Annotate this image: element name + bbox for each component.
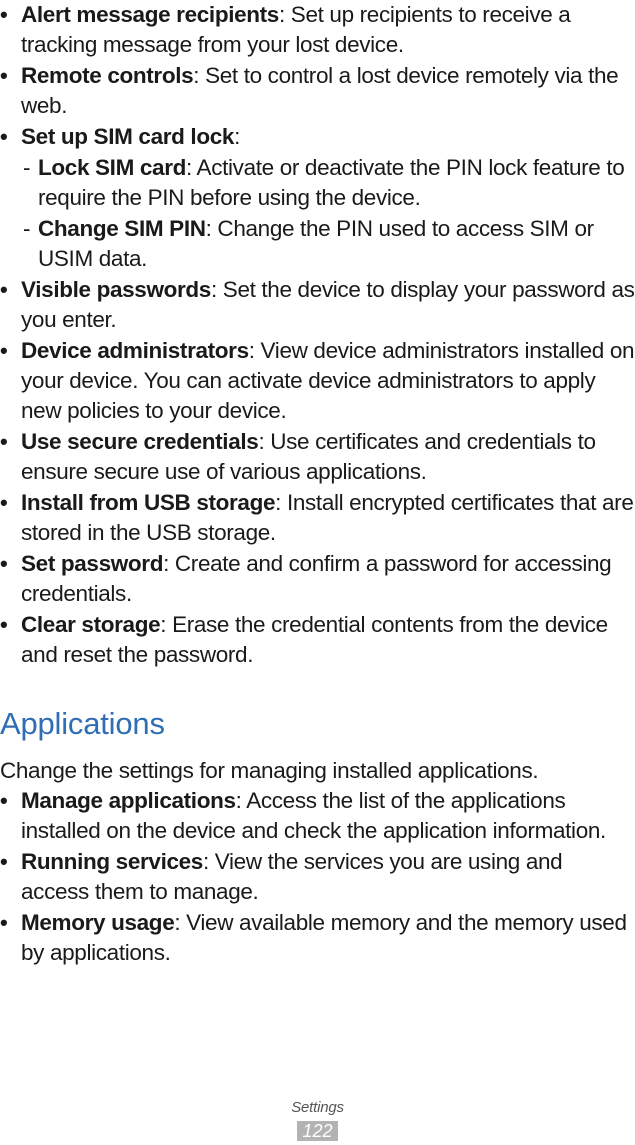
item-desc: : Create and confirm a password for accessing credentials. (21, 551, 612, 606)
item-desc: : Set up recipients to receive a tracking message from your lost device. (21, 2, 571, 57)
list-item (0, 61, 635, 121)
item-desc: : Set to control a lost device remotely via the web. (21, 63, 619, 118)
item-desc: : Activate or deactivate the PIN lock feature to require the PIN before using the device. (38, 155, 625, 210)
list-item (0, 336, 635, 426)
item-desc: : Access the list of the applications installed on the device and check the application information. (21, 788, 606, 843)
item-desc: : Install encrypted certificates that are stored in the USB storage. (21, 490, 634, 545)
list-item (0, 0, 635, 60)
item-desc: : Erase the credential contents from the device and reset the password. (21, 612, 608, 667)
section-intro: Change the settings for managing installed applications. (0, 758, 539, 783)
list-item (0, 549, 635, 609)
list-item (0, 275, 635, 335)
item-term: Lock SIM card (38, 155, 186, 180)
section-title: Applications (0, 706, 165, 741)
sub-list-item (21, 214, 635, 274)
list-item (0, 786, 635, 846)
item-term: Set password (21, 551, 164, 576)
applications-settings-list (0, 786, 635, 968)
item-desc: : View available memory and the memory used by applications. (21, 910, 627, 965)
sim-lock-sublist (21, 153, 635, 274)
item-term: Clear storage (21, 612, 161, 637)
item-term: Manage applications (21, 788, 236, 813)
item-desc: : Set the device to display your password as you enter. (21, 277, 635, 332)
item-term: Visible passwords (21, 277, 211, 302)
sub-list-item (21, 153, 635, 213)
footer-section-label: Settings (291, 1099, 344, 1116)
list-item (0, 908, 635, 968)
list-item (0, 427, 635, 487)
item-desc: : Change the PIN used to access SIM or USIM data. (38, 216, 594, 271)
item-term: Remote controls (21, 63, 194, 88)
item-term: Memory usage (21, 910, 175, 935)
item-term: Alert message recipients (21, 2, 279, 27)
item-term: Set up SIM card lock (21, 124, 235, 149)
list-item (0, 488, 635, 548)
list-item (0, 610, 635, 670)
item-term: Device administrators (21, 338, 249, 363)
item-term: Running services (21, 849, 203, 874)
item-desc: : (234, 124, 240, 149)
item-term: Change SIM PIN (38, 216, 206, 241)
item-desc: : Use certificates and credentials to ensure secure use of various applications. (21, 429, 596, 484)
page-footer (0, 1099, 635, 1142)
list-item (0, 122, 635, 274)
item-term: Install from USB storage (21, 490, 276, 515)
list-item (0, 847, 635, 907)
item-desc: : View the services you are using and access them to manage. (21, 849, 563, 904)
item-term: Use secure credentials (21, 429, 259, 454)
page-number: 122 (297, 1121, 337, 1141)
item-desc: : View device administrators installed on your device. You can activate device administrators to apply new policies to your device. (21, 338, 635, 423)
